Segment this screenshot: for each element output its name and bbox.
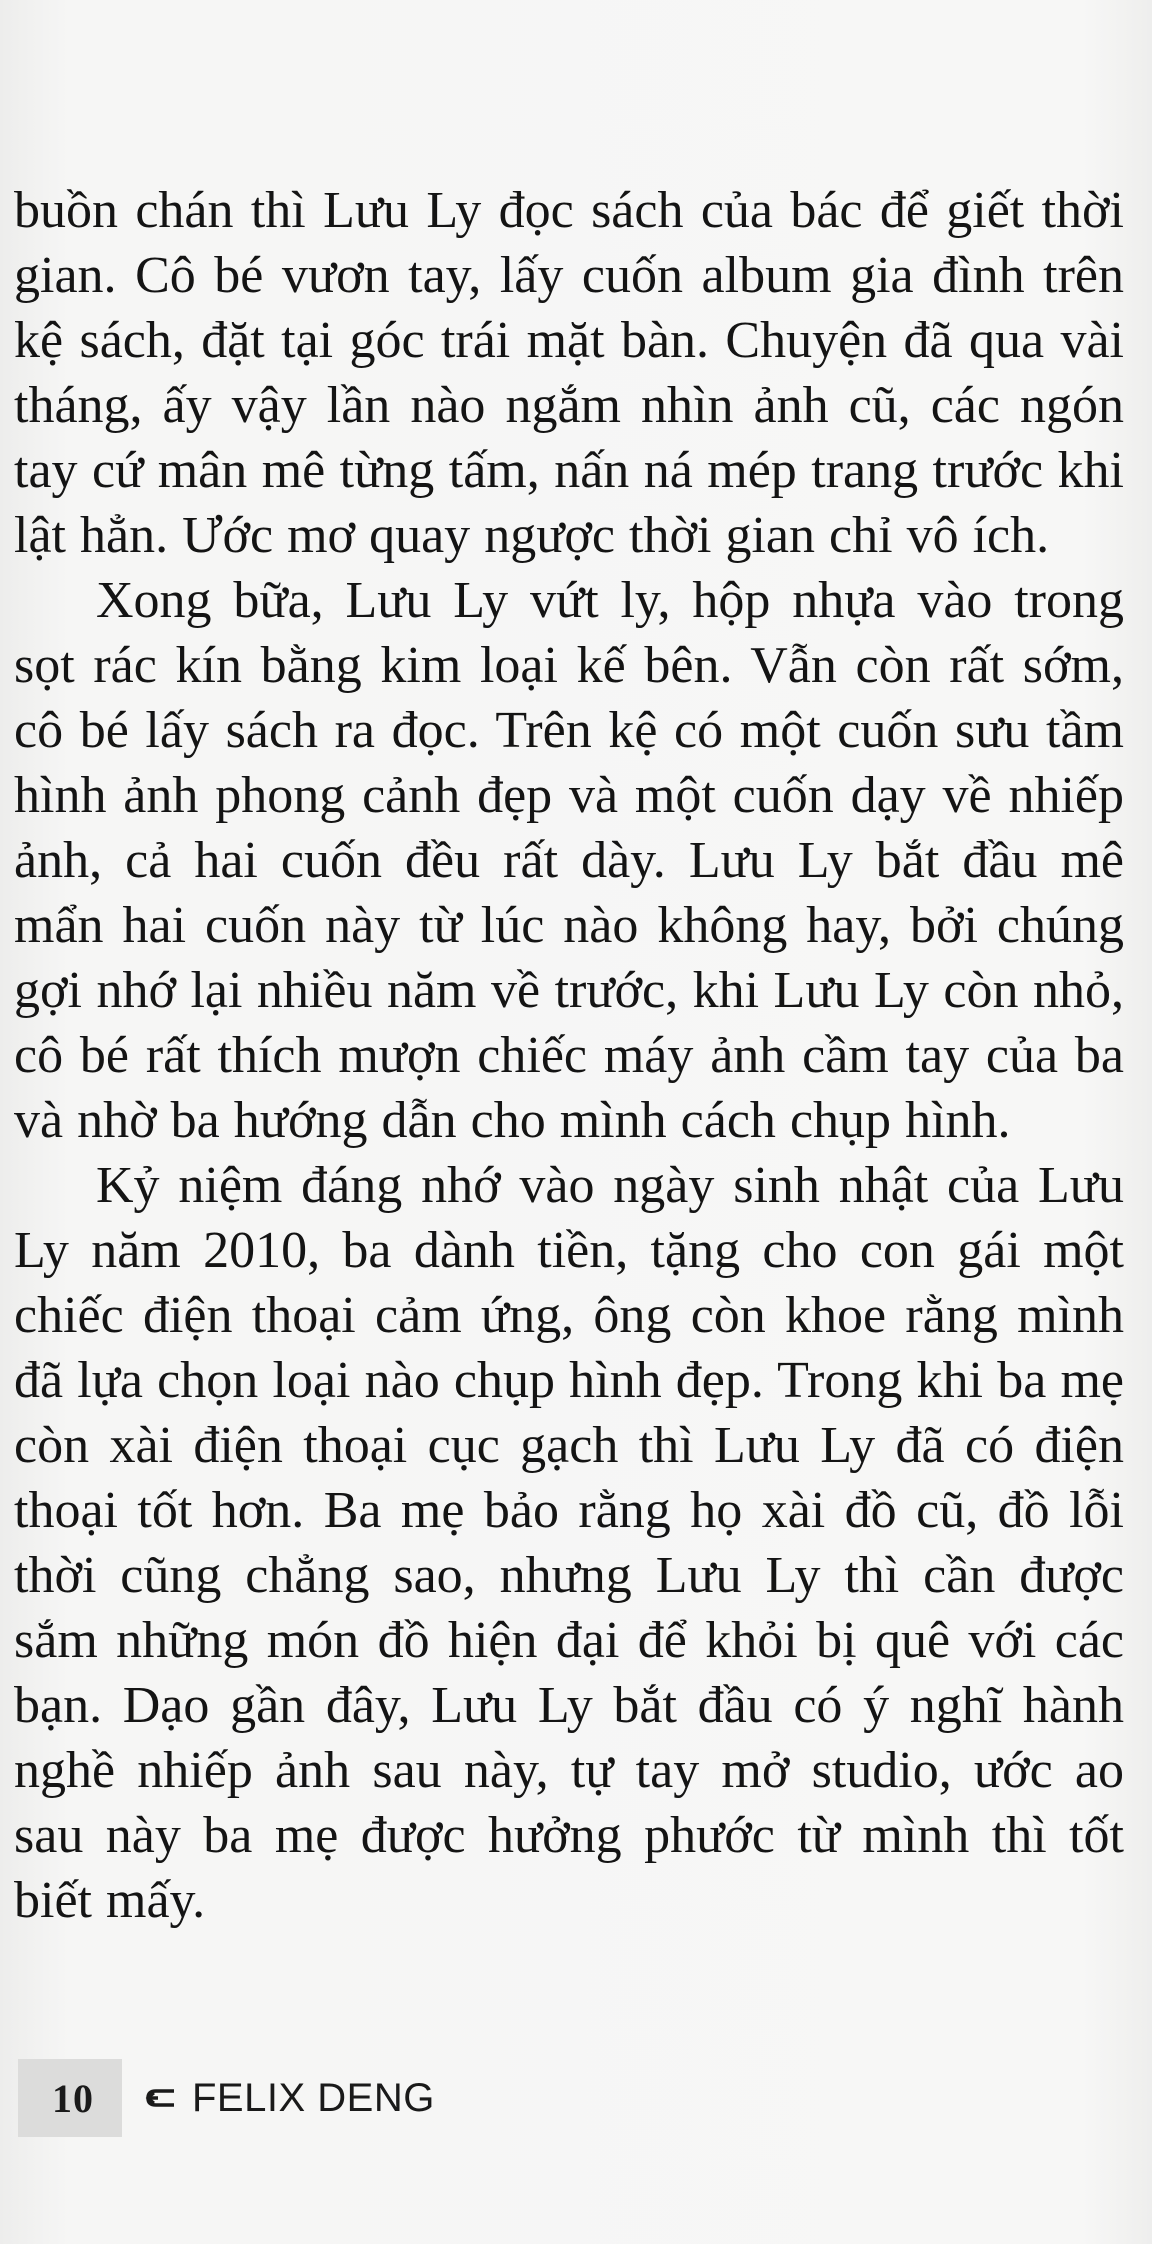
paragraph-1: buồn chán thì Lưu Ly đọc sách của bác để giết thời gian. Cô bé vươn tay, lấy cuốn album gia đình trên kệ sách, đặt tại góc trái mặt bàn. Chuyện đã qua vài tháng, ấy vậy lần nào ngắm nhìn ảnh cũ, các ngón tay cứ mân mê từng tấm, nấn ná mép trang trước khi lật hẳn. Ước mơ quay ngược thời gian chỉ vô ích. <box>14 182 1124 564</box>
body-text <box>14 178 1124 1933</box>
page-footer <box>18 2055 435 2141</box>
paragraph-3: Kỷ niệm đáng nhớ vào ngày sinh nhật của Lưu Ly năm 2010, ba dành tiền, tặng cho con gái một chiếc điện thoại cảm ứng, ông còn khoe rằng mình đã lựa chọn loại nào chụp hình đẹp. Trong khi ba mẹ còn xài điện thoại cục gạch thì Lưu Ly đã có điện thoại tốt hơn. Ba mẹ bảo rằng họ xài đồ cũ, đồ lỗi thời cũng chẳng sao, nhưng Lưu Ly thì cần được sắm những món đồ hiện đại để khỏi bị quê với các bạn. Dạo gần đây, Lưu Ly bắt đầu có ý nghĩ hành nghề nhiếp ảnh sau này, tự tay mở studio, ước ao sau này ba mẹ được hưởng phước từ mình thì tốt biết mấy. <box>14 1157 1124 1929</box>
paragraph-2: Xong bữa, Lưu Ly vứt ly, hộp nhựa vào trong sọt rác kín bằng kim loại kế bên. Vẫn còn rất sớm, cô bé lấy sách ra đọc. Trên kệ có một cuốn sưu tầm hình ảnh phong cảnh đẹp và một cuốn dạy về nhiếp ảnh, cả hai cuốn đều rất dày. Lưu Ly bắt đầu mê mẩn hai cuốn này từ lúc nào không hay, bởi chúng gợi nhớ lại nhiều năm về trước, khi Lưu Ly còn nhỏ, cô bé rất thích mượn chiếc máy ảnh cầm tay của ba và nhờ ba hướng dẫn cho mình cách chụp hình. <box>14 572 1124 1149</box>
page-number-box <box>18 2059 122 2137</box>
page-number: 10 <box>52 2075 94 2121</box>
curved-arrow-icon <box>144 2083 180 2113</box>
author-name: FELIX DENG <box>192 2075 435 2120</box>
